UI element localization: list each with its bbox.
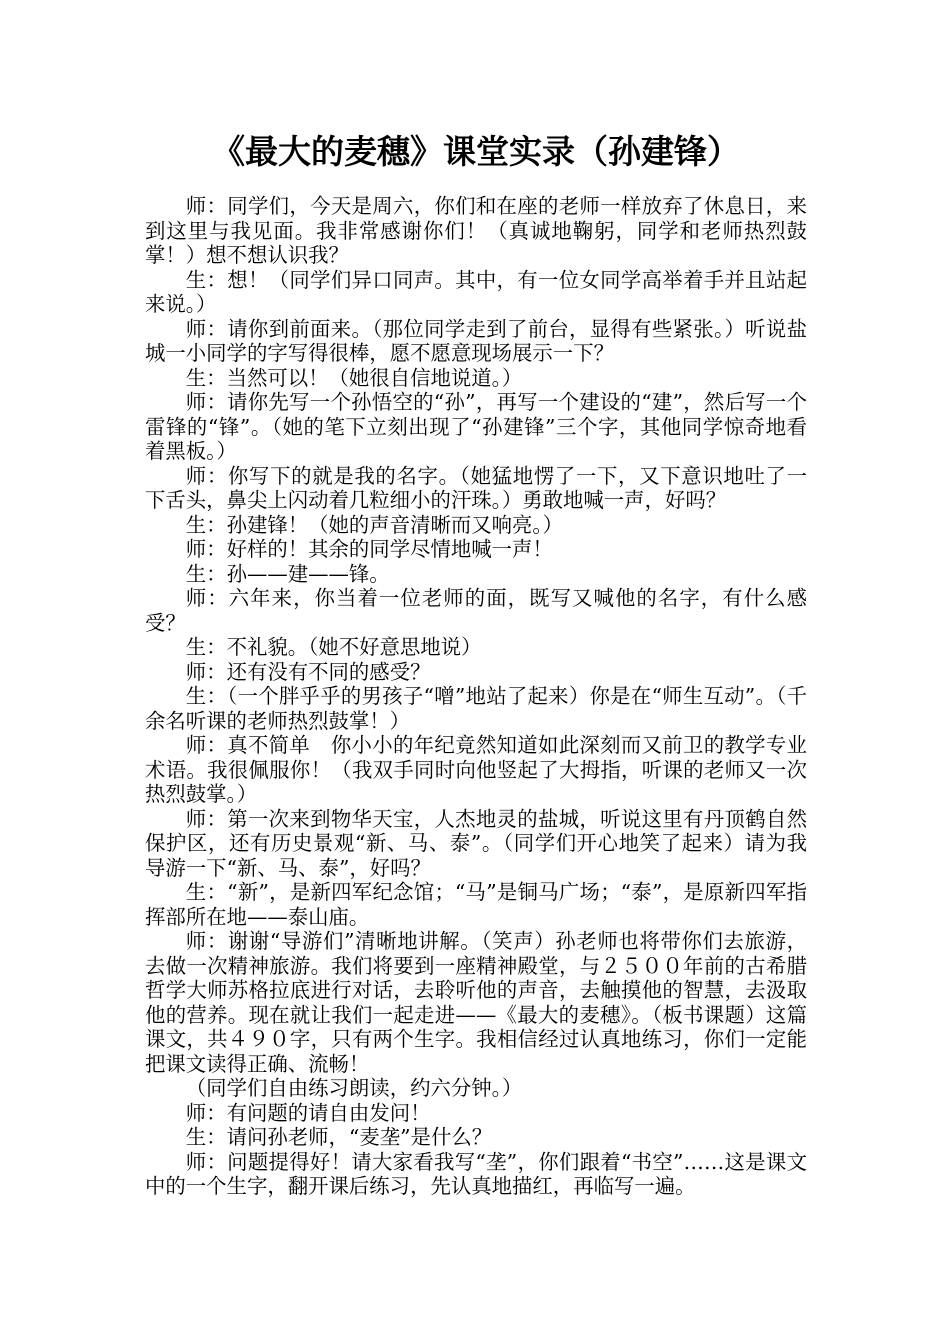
paragraph: 师：请你到前面来。（那位同学走到了前台，显得有些紧张。）听说盐城一小同学的字写得很棒，愿不愿意现场展示一下？: [145, 316, 807, 365]
paragraph: 师：请你先写一个孙悟空的“孙”，再写一个建设的“建”，然后写一个雷锋的“锋”。（她的笔下立刻出现了“孙建锋”三个字，其他同学惊奇地看着黑板。）: [145, 390, 807, 463]
paragraph: 师：谢谢“导游们”清晰地讲解。（笑声）孙老师也将带你们去旅游，去做一次精神旅游。我们将要到一座精神殿堂，与２５００年前的古希腊哲学大师苏格拉底进行对话，去聆听他的声音，去触摸他的智慧，去汲取他的营养。现在就让我们一起走进——《最大的麦穗》。（板书课题）这篇课文，共４９０字，只有两个生字。我相信经过认真地练习，你们一定能把课文读得正确、流畅！: [145, 929, 807, 1076]
paragraph: 生：不礼貌。（她不好意思地说）: [185, 635, 482, 659]
paragraph: 师：第一次来到物华天宝，人杰地灵的盐城，听说这里有丹顶鹤自然保护区，还有历史景观“新、马、泰”。（同学们开心地笑了起来）请为我导游一下“新、马、泰”，好吗？: [145, 806, 807, 880]
paragraph: 生：想！（同学们异口同声。其中，有一位女同学高举着手并且站起来说。）: [145, 267, 807, 316]
paragraph: 生：孙建锋！（她的声音清晰而又响亮。）: [185, 512, 564, 537]
paragraph: （同学们自由练习朗读，约六分钟。）: [185, 1076, 523, 1100]
paragraph: 师：你写下的就是我的名字。（她猛地愣了一下，又下意识地吐了一下舌头，鼻尖上闪动着几粒细小的汗珠。）勇敢地喊一声，好吗？: [145, 463, 807, 512]
paragraph: 师：六年来，你当着一位老师的面，既写又喊他的名字，有什么感受？: [145, 586, 807, 635]
paragraph: 生：孙——建——锋。: [185, 561, 390, 586]
paragraph: 师：问题提得好！请大家看我写“垄”，你们跟着“书空”……这是课文中的一个生字，翻开课后练习，先认真地描红，再临写一遍。: [145, 1149, 807, 1198]
document-body: [145, 194, 807, 1199]
paragraph: 师：有问题的请自由发问！: [185, 1100, 431, 1125]
paragraph: 师：同学们，今天是周六，你们和在座的老师一样放弃了休息日，来到这里与我见面。我非常感谢你们！（真诚地鞠躬，同学和老师热烈鼓掌！）想不想认识我？: [145, 194, 807, 267]
paragraph: 师：还有没有不同的感受？: [185, 659, 431, 684]
paragraph: 生：（一个胖乎乎的男孩子“噌”地站了起来）你是在“师生互动”。（千余名听课的老师热烈鼓掌！）: [145, 684, 807, 733]
paragraph: 生：“新”，是新四军纪念馆；“马”是铜马广场；“泰”，是原新四军指挥部所在地——泰山庙。: [145, 880, 807, 929]
paragraph: 生：当然可以！（她很自信地说道。）: [185, 365, 523, 390]
paragraph: 师：好样的！其余的同学尽情地喊一声！: [185, 537, 553, 561]
document-title: 《最大的麦穗》课堂实录（孙建锋）: [212, 132, 740, 171]
paragraph: 生：请问孙老师，“麦垄”是什么？: [185, 1125, 493, 1149]
paragraph: 师：真不简单 你小小的年纪竟然知道如此深刻而又前卫的教学专业术语。我很佩服你！（我双手同时向他竖起了大拇指，听课的老师又一次热烈鼓掌。）: [145, 733, 807, 806]
